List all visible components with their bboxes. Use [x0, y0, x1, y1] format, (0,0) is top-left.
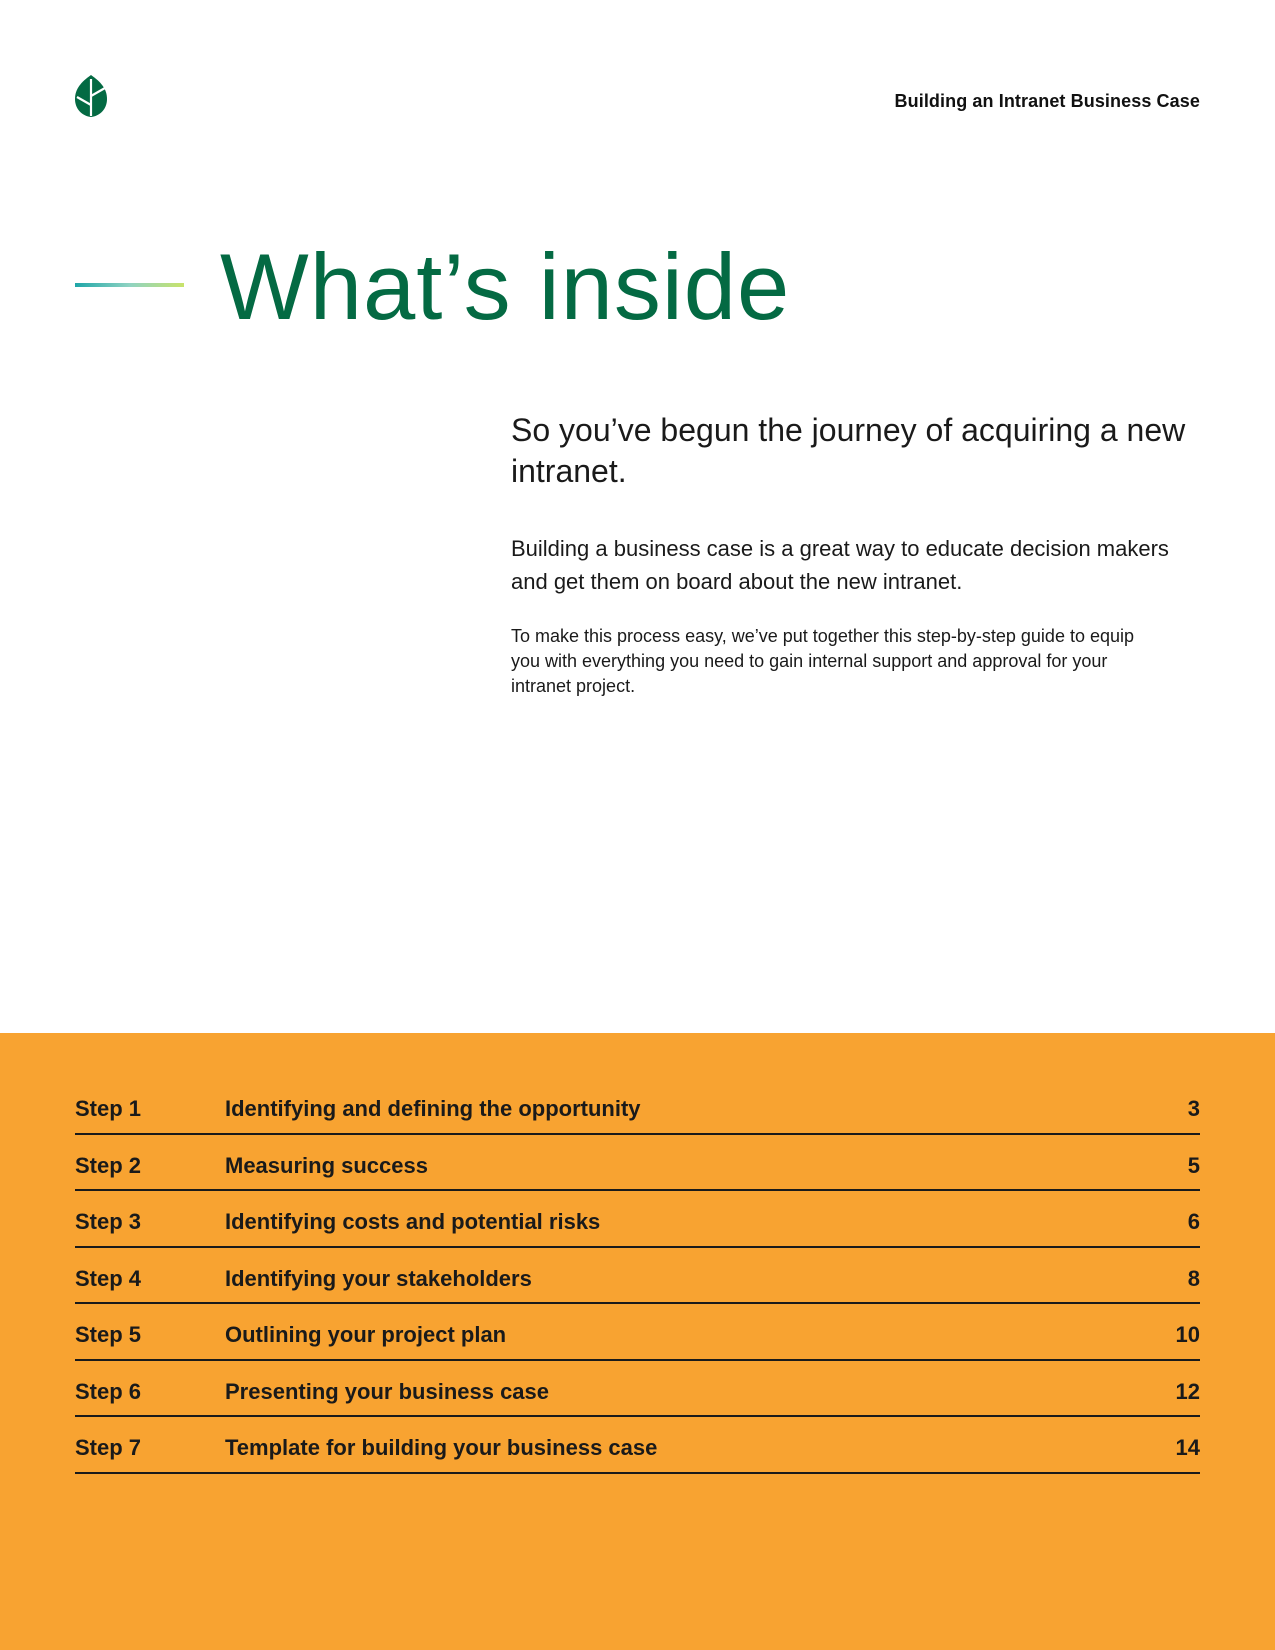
toc-step-label: Step 1	[75, 1096, 142, 1121]
toc-step-title: Measuring success	[225, 1152, 428, 1178]
toc-page-number: 6	[1187, 1209, 1200, 1234]
toc-page-number: 10	[1175, 1322, 1200, 1347]
toc-step-label: Step 3	[75, 1209, 142, 1234]
toc-page-number: 14	[1175, 1435, 1200, 1460]
toc-step-label: Step 6	[75, 1378, 142, 1404]
toc-row-step-4[interactable]	[75, 1248, 1200, 1305]
toc-step-title: Identifying your stakeholders	[225, 1265, 532, 1291]
toc-step-label: Step 2	[75, 1152, 142, 1178]
intro-lead: So you’ve begun the journey of acquiring a new intranet.	[511, 412, 1186, 489]
table-of-contents	[75, 1078, 1200, 1474]
leaf-icon	[74, 74, 108, 118]
intro-paragraph-1: Building a business case is a great way to educate decision makers and get them on board about the new intranet.	[511, 536, 1169, 594]
toc-step-label: Step 4	[75, 1265, 142, 1291]
toc-row-step-5[interactable]	[75, 1304, 1200, 1361]
toc-page-number: 3	[1187, 1096, 1200, 1121]
intro-paragraph-2: To make this process easy, we’ve put together this step-by-step guide to equip you with everything you need to gain internal support and approval for your intranet project.	[511, 626, 1135, 696]
toc-step-label: Step 7	[75, 1435, 142, 1460]
page-title: What’s inside	[220, 234, 791, 339]
toc-step-label: Step 5	[75, 1322, 142, 1347]
document-title: Building an Intranet Business Case	[894, 91, 1200, 111]
toc-row-step-7[interactable]	[75, 1417, 1200, 1474]
heading-accent-line	[75, 283, 184, 287]
toc-row-step-1[interactable]	[75, 1078, 1200, 1135]
toc-step-title: Template for building your business case	[225, 1435, 658, 1460]
toc-page-number: 5	[1187, 1152, 1200, 1178]
toc-row-step-2[interactable]	[75, 1135, 1200, 1192]
toc-step-title: Presenting your business case	[225, 1378, 550, 1404]
toc-row-step-6[interactable]	[75, 1361, 1200, 1418]
toc-page-number: 12	[1175, 1378, 1200, 1404]
toc-step-title: Identifying and defining the opportunity	[225, 1096, 641, 1121]
intro-section	[511, 410, 1211, 699]
toc-page-number: 8	[1187, 1265, 1200, 1291]
toc-step-title: Outlining your project plan	[225, 1322, 507, 1347]
toc-step-title: Identifying costs and potential risks	[225, 1209, 601, 1234]
toc-row-step-3[interactable]	[75, 1191, 1200, 1248]
